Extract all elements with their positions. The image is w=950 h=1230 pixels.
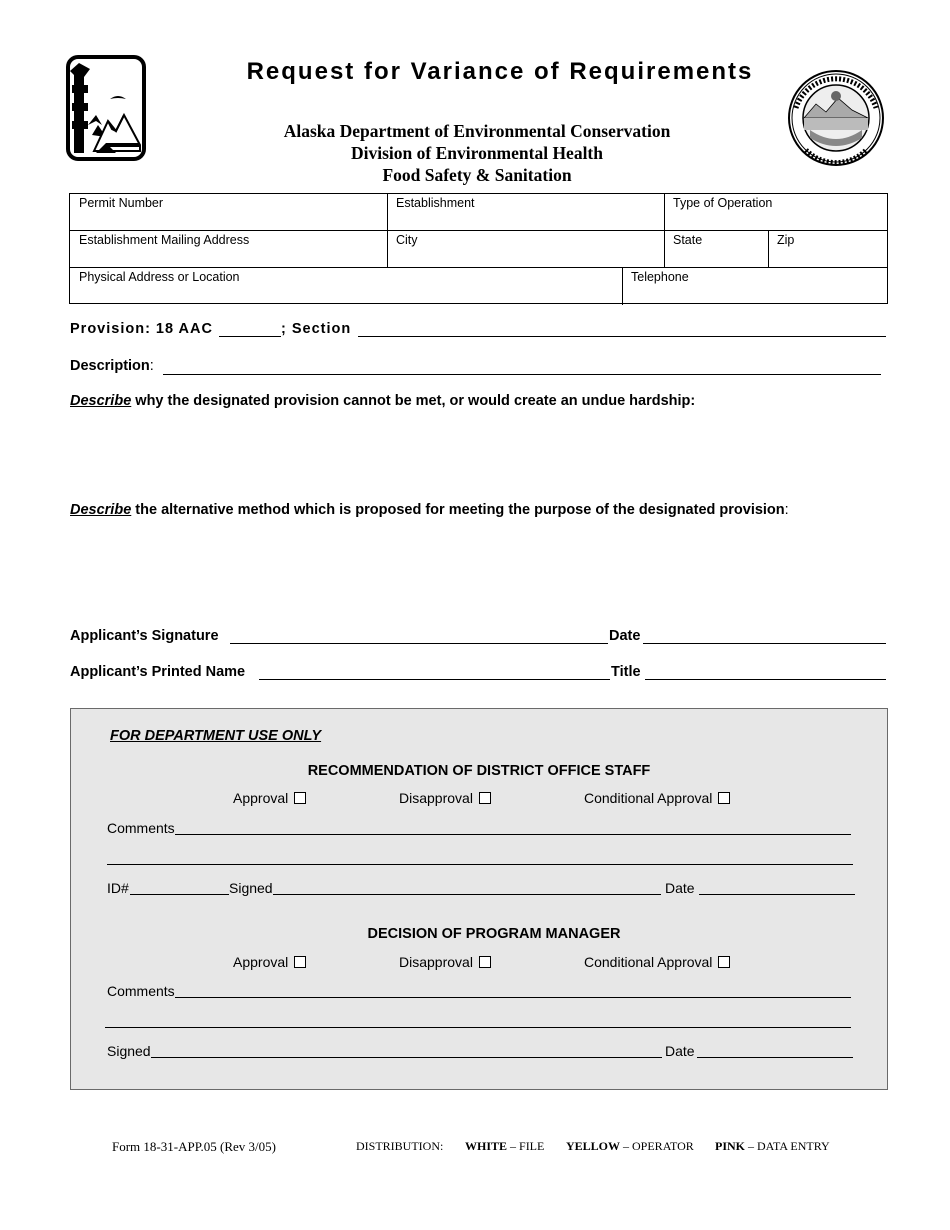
- recommendation-heading: RECOMMENDATION OF DISTRICT OFFICE STAFF: [307, 763, 651, 779]
- checkbox-icon[interactable]: [479, 792, 491, 804]
- establishment-info-grid: [69, 193, 888, 304]
- decision-comments-line2[interactable]: [105, 1014, 851, 1028]
- establishment-label: Establishment: [396, 196, 475, 210]
- title-input[interactable]: [645, 665, 886, 680]
- checkbox-icon[interactable]: [294, 956, 306, 968]
- alternative-prompt: Describe the alternative method which is proposed for meeting the purpose of the designated provision:: [70, 502, 789, 518]
- applicant-signature-label: Applicant’s Signature: [70, 628, 219, 644]
- telephone-field[interactable]: [622, 268, 888, 304]
- applicant-printed-name-input[interactable]: [259, 665, 610, 680]
- decision-comments-label: Comments: [107, 983, 175, 999]
- zip-field[interactable]: [768, 231, 888, 267]
- decision-conditional-approval[interactable]: Conditional Approval: [584, 954, 730, 970]
- decision-signed-label: Signed: [107, 1043, 151, 1059]
- checkbox-icon[interactable]: [479, 956, 491, 968]
- applicant-printed-name-label: Applicant’s Printed Name: [70, 664, 246, 680]
- recommendation-approval[interactable]: Approval: [233, 790, 306, 806]
- checkbox-icon[interactable]: [718, 956, 730, 968]
- signature-date-label: Date: [609, 628, 641, 644]
- checkbox-icon[interactable]: [718, 792, 730, 804]
- state-label: State: [673, 233, 703, 247]
- applicant-signature-input[interactable]: [230, 629, 608, 644]
- recommendation-disapproval[interactable]: Disapproval: [399, 790, 491, 806]
- recommendation-comments-label: Comments: [107, 820, 175, 836]
- mailing-address-field[interactable]: [70, 231, 387, 267]
- department-use-section: [70, 708, 888, 1090]
- department-use-heading: FOR DEPARTMENT USE ONLY: [110, 728, 322, 744]
- recommendation-date-input[interactable]: [699, 881, 855, 895]
- recommendation-signed-input[interactable]: [273, 881, 661, 895]
- physical-address-field[interactable]: [70, 268, 622, 304]
- recommendation-date-label: Date: [665, 880, 695, 896]
- hardship-response-area[interactable]: [70, 415, 886, 495]
- checkbox-icon[interactable]: [294, 792, 306, 804]
- description-label: Description:: [70, 358, 154, 374]
- form-title: Request for Variance of Requirements: [246, 58, 754, 85]
- hardship-prompt: Describe why the designated provision cannot be met, or would create an undue hardship:: [70, 393, 696, 409]
- distribution-yellow: YELLOW – OPERATOR: [566, 1139, 694, 1153]
- distribution-pink: PINK – DATA ENTRY: [715, 1139, 830, 1153]
- program-name: Food Safety & Sanitation: [382, 165, 572, 185]
- recommendation-comments-input[interactable]: [175, 821, 851, 835]
- recommendation-comments-line2[interactable]: [107, 851, 853, 865]
- distribution-label: DISTRIBUTION:: [356, 1139, 444, 1153]
- state-field[interactable]: [664, 231, 768, 267]
- permit-number-field[interactable]: [70, 194, 387, 230]
- establishment-field[interactable]: [387, 194, 664, 230]
- decision-comments-input[interactable]: [175, 984, 851, 998]
- city-field[interactable]: [387, 231, 664, 267]
- decision-approval[interactable]: Approval: [233, 954, 306, 970]
- state-seal-icon: [786, 68, 886, 168]
- decision-heading: DECISION OF PROGRAM MANAGER: [367, 926, 621, 942]
- title-label: Title: [611, 664, 641, 680]
- zip-label: Zip: [777, 233, 795, 247]
- section-input[interactable]: [358, 322, 886, 337]
- signature-date-input[interactable]: [643, 629, 886, 644]
- mailing-address-label: Establishment Mailing Address: [79, 233, 250, 247]
- type-of-operation-label: Type of Operation: [673, 196, 773, 210]
- id-input[interactable]: [130, 881, 229, 895]
- section-label: ; Section: [281, 321, 352, 337]
- decision-signed-input[interactable]: [151, 1044, 662, 1058]
- agency-name: Alaska Department of Environmental Conservation: [283, 121, 671, 141]
- distribution-white: WHITE – FILE: [465, 1139, 545, 1153]
- decision-date-input[interactable]: [697, 1044, 853, 1058]
- recommendation-conditional-approval[interactable]: Conditional Approval: [584, 790, 730, 806]
- telephone-label: Telephone: [631, 270, 689, 284]
- decision-disapproval[interactable]: Disapproval: [399, 954, 491, 970]
- division-name: Division of Environmental Health: [351, 143, 603, 163]
- type-of-operation-field[interactable]: [664, 194, 888, 230]
- permit-number-label: Permit Number: [79, 196, 164, 210]
- decision-date-label: Date: [665, 1043, 695, 1059]
- alternative-response-area[interactable]: [70, 524, 886, 614]
- form-number: Form 18-31-APP.05 (Rev 3/05): [112, 1139, 276, 1154]
- description-input[interactable]: [163, 360, 881, 375]
- id-label: ID#: [107, 880, 129, 896]
- provision-aac-input[interactable]: [219, 322, 281, 337]
- physical-address-label: Physical Address or Location: [79, 270, 240, 284]
- city-label: City: [396, 233, 418, 247]
- provision-label: Provision: 18 AAC: [70, 321, 213, 337]
- recommendation-signed-label: Signed: [229, 880, 273, 896]
